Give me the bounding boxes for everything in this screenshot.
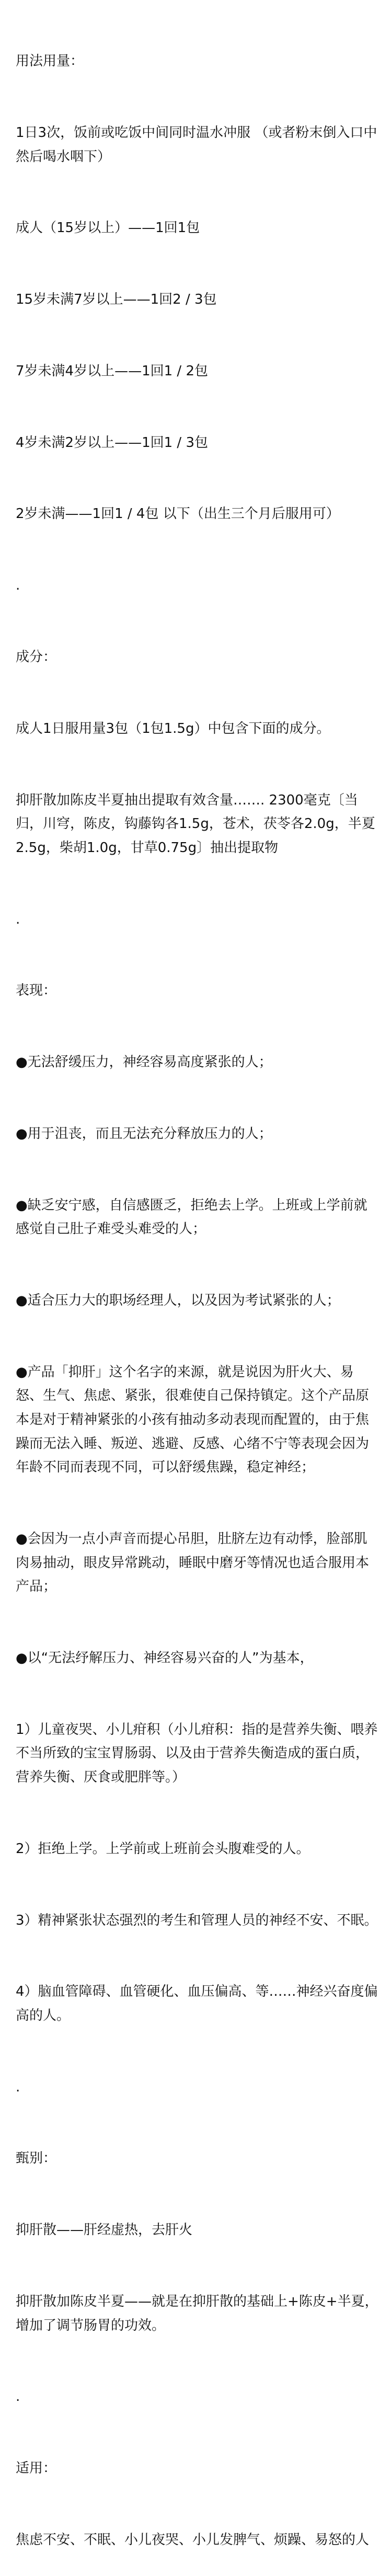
ingredients-daily-dose: 成人1日服用量3包（1包1.5g）中包含下面的成分。 bbox=[16, 720, 330, 737]
symptom-item: ●产品「抑肝」这个名字的来源，就是说因为肝火大、易怒、生气、焦虑、紧张，很难使自己保持镇定。这个产品原本是对于精神紧张的小孩有抽动多动表现而配置的，由于焦躁而无法入睡、叛逆、逃避、反感、心绪不宁等表现会因为年龄不同而表现不同，可以舒缓焦躁，稳定神经； bbox=[16, 1364, 370, 1476]
symptom-item: ●用于沮丧，而且无法充分释放压力的人； bbox=[16, 1125, 272, 1142]
symptom-item: ●会因为一点小声音而提心吊胆，肚脐左边有动悸，脸部肌肉易抽动，眼皮异常跳动，睡眠中磨牙等情况也适合服用本产品； bbox=[16, 1531, 370, 1595]
separator-dot: . bbox=[16, 578, 20, 594]
symptom-item: ●无法舒缓压力，神经容易高度紧张的人； bbox=[16, 1054, 272, 1071]
symptom-item: ●适合压力大的职场经理人，以及因为考试紧张的人； bbox=[16, 1293, 340, 1309]
symptoms-heading: 表现： bbox=[16, 983, 57, 999]
suitable-heading: 适用： bbox=[16, 2460, 57, 2477]
dose-age-7-15: 15岁未满7岁以上——1回2 / 3包 bbox=[16, 292, 217, 308]
dose-age-4-7: 7岁未满4岁以上——1回1 / 2包 bbox=[16, 363, 208, 379]
indication-item: 4）脑血管障碍、血管硬化、血压偏高、等……神经兴奋度偏高的人。 bbox=[16, 1984, 378, 2023]
dose-adult: 成人（15岁以上）——1回1包 bbox=[16, 220, 200, 236]
separator-dot: . bbox=[16, 2079, 20, 2095]
separator-dot: . bbox=[16, 911, 20, 927]
separator-dot: . bbox=[16, 2389, 20, 2405]
usage-frequency: 1日3次，饭前或吃饭中间同时温水冲服 （或者粉末倒入口中然后喝水咽下） bbox=[16, 124, 377, 165]
indication-item: 3）精神紧张状态强烈的考生和管理人员的神经不安、不眠。 bbox=[16, 1912, 378, 1928]
distinction-item: 抑肝散加陈皮半夏——就是在抑肝散的基础上+陈皮+半夏，增加了调节肠胃的功效。 bbox=[16, 2294, 378, 2333]
suitable-text: 焦虑不安、不眠、小儿夜哭、小儿发脾气、烦躁、易怒的人 bbox=[16, 2532, 370, 2548]
distinction-heading: 甄别： bbox=[16, 2150, 57, 2167]
ingredients-list: 抑肝散加陈皮半夏抽出提取有效含量……. 2300毫克〔当归，川穹，陈皮，钩藤钩各1.5g，苍术，茯苓各2.0g，半夏2.5g，柴胡1.0g，甘草0.75g〕抽出提取物 bbox=[16, 792, 375, 856]
symptom-item: ●缺乏安宁感，自信感匮乏，拒绝去上学。上班或上学前就感觉自己肚子难受头难受的人； bbox=[16, 1197, 367, 1237]
distinction-item: 抑肝散——肝经虚热，去肝火 bbox=[16, 2222, 193, 2238]
usage-heading: 用法用量： bbox=[16, 53, 84, 70]
indication-item: 1）儿童夜哭、小儿疳积（小儿疳积：指的是营养失衡、喂养不当所致的宝宝胃肠弱、以及由于营养失衡造成的蛋白质，营养失衡、厌食或肥胖等。） bbox=[16, 1721, 378, 1785]
dose-under-2: 2岁未满——1回1 / 4包 以下（出生三个月后服用可） bbox=[16, 506, 340, 522]
symptom-item: ●以“无法纾解压力、神经容易兴奋的人”为基本， bbox=[16, 1650, 314, 1666]
ingredients-heading: 成分： bbox=[16, 649, 57, 665]
indication-item: 2）拒绝上学。上学前或上班前会头腹难受的人。 bbox=[16, 1841, 310, 1857]
dose-age-2-4: 4岁未满2岁以上——1回1 / 3包 bbox=[16, 434, 208, 451]
